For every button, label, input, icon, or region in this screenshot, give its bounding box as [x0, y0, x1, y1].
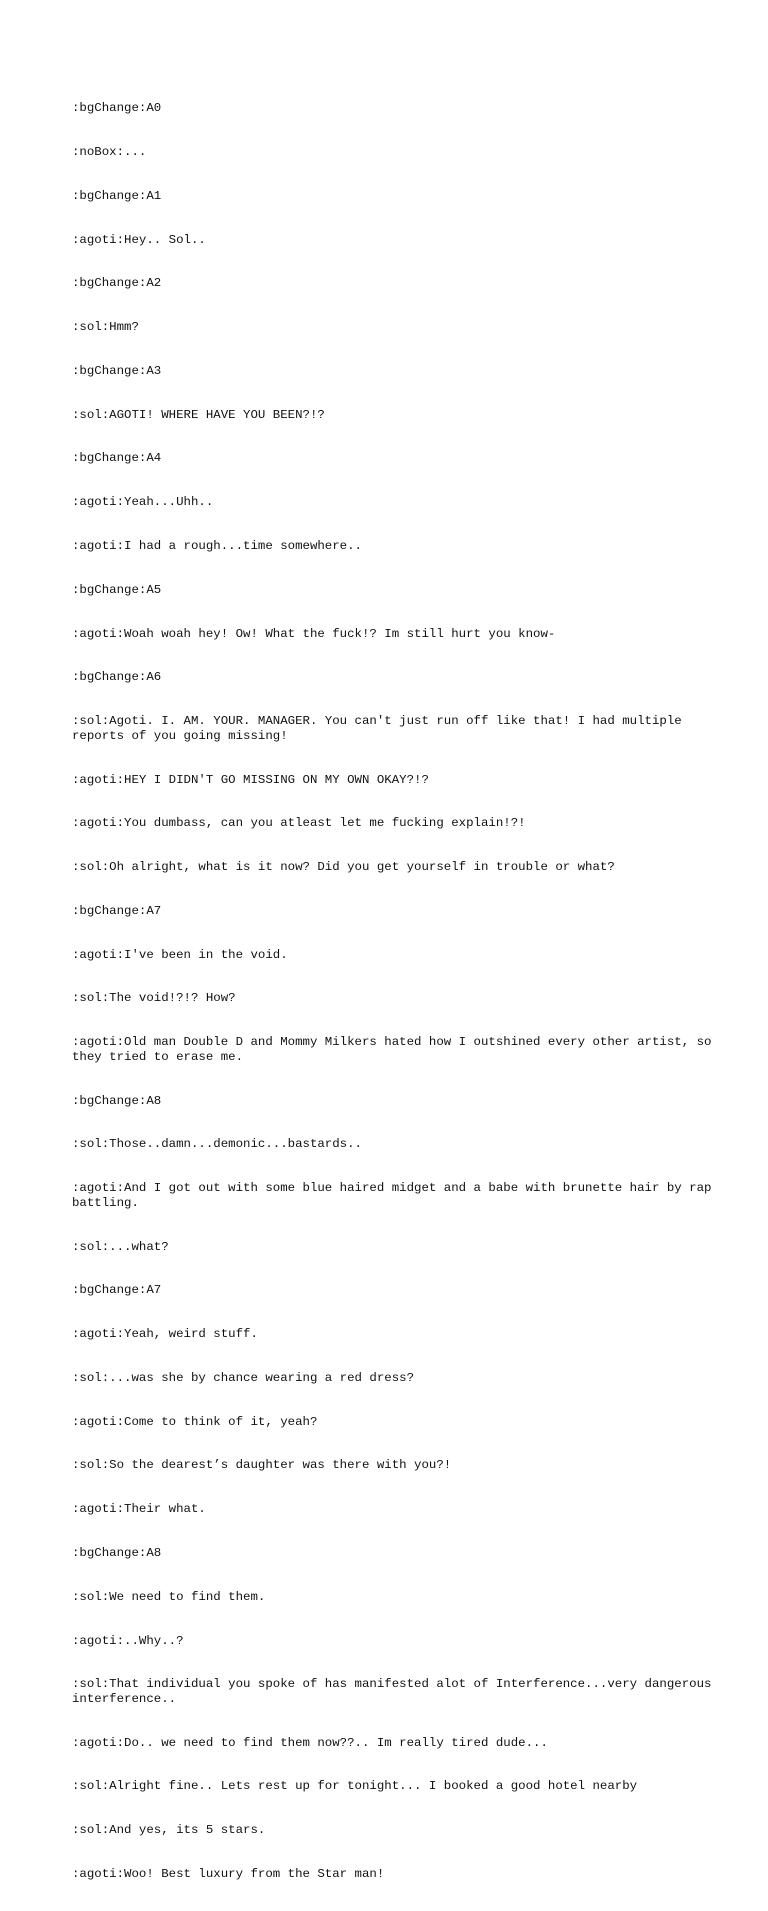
script-line: :sol:Hmm? [72, 320, 139, 335]
script-text-block [72, 72, 719, 1911]
script-line: :bgChange:A7 [72, 1283, 162, 1298]
script-line: :agoti:..Why..? [72, 1633, 184, 1648]
script-line: :sol:And yes, its 5 stars. [72, 1823, 266, 1838]
script-line: :bgChange:A1 [72, 188, 162, 203]
script-line: :bgChange:A0 [72, 101, 162, 116]
script-line: :agoti:I had a rough...time somewhere.. [72, 539, 362, 553]
script-line: :sol:We need to find them. [72, 1589, 266, 1604]
script-line: :agoti:Yeah, weird stuff. [72, 1327, 258, 1342]
script-line: :sol:Oh alright, what is it now? Did you get yourself in trouble or what? [72, 860, 615, 875]
script-line: :agoti:Come to think of it, yeah? [72, 1414, 318, 1429]
script-line: :sol:...what? [72, 1239, 169, 1254]
script-line: :bgChange:A2 [72, 276, 162, 291]
script-line: :bgChange:A6 [72, 670, 162, 685]
script-line: :sol:Alright fine.. Lets rest up for tonight... I booked a good hotel nearby [72, 1779, 638, 1794]
script-line: :sol:The void!?!? How? [72, 991, 236, 1006]
script-line: :sol:Agoti. I. AM. YOUR. MANAGER. You can't just run off like that! I had multiple reports of you going missing! [72, 714, 690, 743]
script-line: :agoti:I've been in the void. [72, 947, 288, 962]
script-line: :bgChange:A3 [72, 363, 162, 378]
script-line: :bgChange:A7 [72, 903, 162, 918]
script-line: :agoti:Old man Double D and Mommy Milkers hated how I outshined every other artist, so they tried to erase me. [72, 1035, 719, 1064]
script-line: :agoti:Woo! Best luxury from the Star man! [72, 1867, 385, 1882]
script-line: :agoti:HEY I DIDN'T GO MISSING ON MY OWN OKAY?!? [72, 772, 429, 787]
script-line: :noBox:... [72, 144, 147, 159]
script-line: :agoti:You dumbass, can you atleast let me fucking explain!?! [72, 816, 526, 831]
script-line: :agoti:Yeah...Uhh.. [72, 495, 214, 510]
script-line: :sol:So the dearest’s daughter was there with you?! [72, 1458, 452, 1473]
script-line: :agoti:Hey.. Sol.. [72, 232, 206, 247]
script-line: :sol:AGOTI! WHERE HAVE YOU BEEN?!? [72, 407, 325, 422]
script-line: :agoti:Do.. we need to find them now??.. Im really tired dude... [72, 1735, 548, 1750]
script-line: :sol:Those..damn...demonic...bastards.. [72, 1137, 362, 1152]
script-line: :agoti:Woah woah hey! Ow! What the fuck!? Im still hurt you know- [72, 626, 556, 641]
script-line: :agoti:And I got out with some blue haired midget and a babe with brunette hair by rap battling. [72, 1181, 719, 1210]
script-line: :bgChange:A8 [72, 1093, 162, 1108]
script-line: :sol:...was she by chance wearing a red dress? [72, 1370, 415, 1385]
script-line: :agoti:Their what. [72, 1502, 206, 1517]
script-line: :bgChange:A8 [72, 1545, 162, 1560]
script-line: :sol:That individual you spoke of has manifested alot of Interference...very dangerous interference.. [72, 1677, 719, 1706]
script-line: :bgChange:A5 [72, 582, 162, 597]
script-line: :bgChange:A4 [72, 451, 162, 466]
